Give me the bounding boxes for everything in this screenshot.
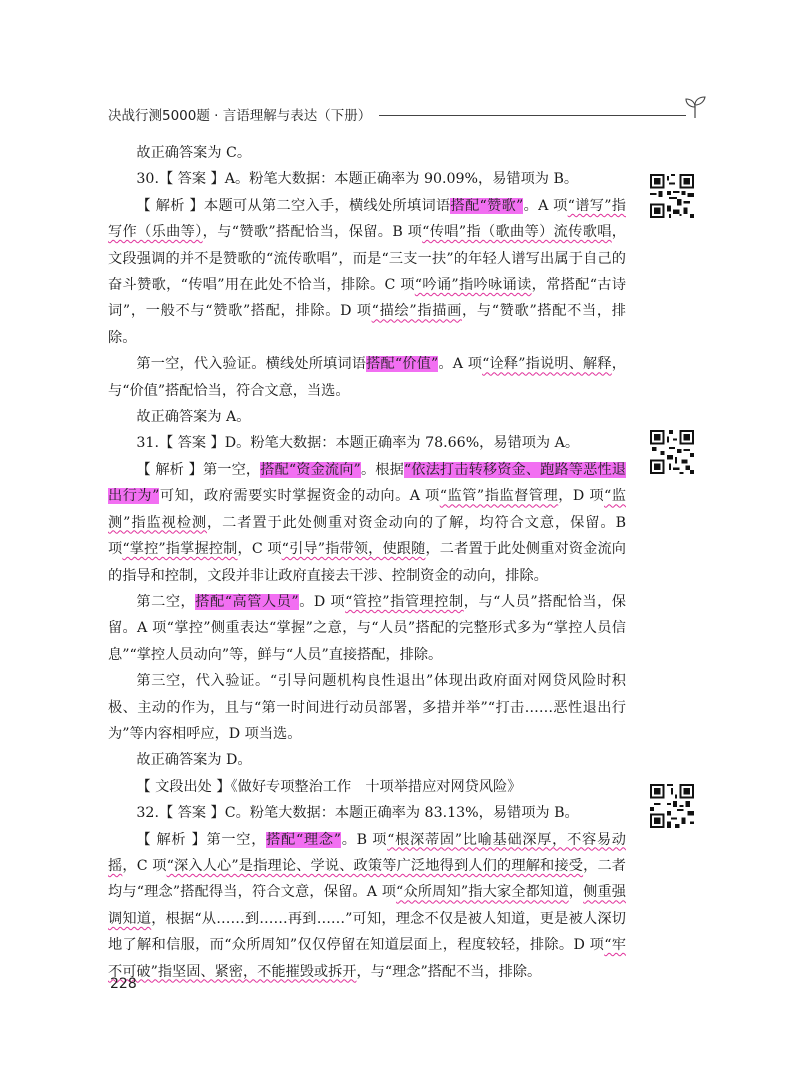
text-span: ，文段强调的并不是赞歌的“流传歌唱”，而是“三支一扶”的年轻人谱写出属于自己的奋斗赞歌，“传唱”用在此处不恰当，排除。C 项	[108, 224, 626, 294]
highlight: 搭配“资金流向”	[260, 461, 361, 478]
text-span: ，二者置于此处侧重对资金流向的指导和控制，文段并非让政府直接去干涉、控制资金的动向，排除。	[108, 541, 626, 584]
underline: “众所周知”指大家全都知道	[396, 884, 569, 901]
text-span: ，与“理念”搭配不当，排除。	[356, 963, 542, 980]
text-span: ，C 项	[122, 857, 167, 874]
analysis-paragraph	[108, 589, 626, 668]
running-header	[108, 102, 708, 126]
page-number: 228	[110, 976, 137, 992]
underline: “描绘”指描画	[371, 303, 462, 320]
answer-line: 31.【 答案 】D。粉笔大数据：本题正确率为 78.66%，易错项为 A。	[136, 435, 580, 452]
analysis-label: 【 解析 】	[136, 197, 205, 214]
text-span: ，C 项	[237, 541, 282, 558]
highlight: “依法打击转移资金、跑路等恶性退出行为”	[108, 461, 626, 505]
text-span: ，根据“从……到……再到……”可知，理念不仅是被人知道，更是被人深切地了解和信服，而“众所周知”仅仅停留在知道层面上，程度较轻，排除。D 项	[108, 910, 626, 954]
text-span: ，D 项	[558, 488, 605, 505]
text-span: 。A 项	[523, 197, 568, 214]
text-span: 第一空，	[206, 831, 267, 848]
text-span: ，与“赞歌”搭配恰当，保留。B 项	[202, 224, 423, 241]
text-span: 第二空，	[136, 593, 196, 610]
answer-label: 【 答案 】	[158, 805, 225, 822]
source-label: 【 文段出处 】	[136, 778, 231, 795]
answer-content	[108, 140, 626, 985]
highlight: 搭配“理念”	[266, 831, 341, 848]
text-span: 第一空，代入验证。横线处所填词语	[136, 356, 367, 373]
answer-line: 32.【 答案 】C。粉笔大数据：本题正确率为 83.13%，易错项为 B。	[136, 805, 579, 822]
analysis-paragraph	[108, 351, 626, 404]
analysis-label: 【 解析 】	[136, 461, 203, 478]
answer-text: C。粉笔大数据：本题正确率为 83.13%，易错项为 B。	[224, 805, 579, 822]
text-span: 可知，政府需要实时掌握资金的动向。A 项	[159, 488, 440, 505]
text-span: 。根据	[360, 461, 404, 478]
source-line	[108, 774, 626, 800]
text-span: ，与“价值”搭配恰当，符合文意，当选。	[108, 356, 626, 399]
qr-code-icon[interactable]	[650, 784, 694, 828]
paragraph: 故正确答案为 A。	[136, 409, 251, 426]
text-span: ，	[568, 884, 584, 901]
paragraph: 故正确答案为 C。	[136, 145, 252, 161]
text-span: ，与“赞歌”搭配不当，排除。	[108, 303, 626, 346]
analysis-paragraph	[108, 457, 626, 589]
underline: “根深蒂固”比喻基础深厚，不容易动摇	[108, 831, 626, 874]
underline: “监管”指监督管理	[439, 488, 559, 505]
underline: 侧重强调知道	[108, 884, 626, 927]
analysis-paragraph	[108, 193, 626, 351]
highlight: 搭配“高管人员”	[195, 593, 299, 610]
answer-label: 【 答案 】	[158, 171, 225, 188]
underline: “牢不可破”指坚固、紧密，不能摧毁或拆开	[108, 937, 626, 980]
underline: “监测”指监视检测	[108, 488, 626, 531]
qr-code-icon[interactable]	[650, 430, 694, 474]
analysis-label: 【 解析 】	[136, 831, 207, 848]
answer-line: 30.【 答案 】A。粉笔大数据：本题正确率为 90.09%，易错项为 B。	[136, 171, 579, 188]
underline: “吟诵”指吟咏诵读	[414, 277, 532, 294]
answer-text: A。粉笔大数据：本题正确率为 90.09%，易错项为 B。	[224, 171, 579, 188]
answer-label: 【 答案 】	[158, 435, 225, 452]
text-span: 本题可从第二空入手，横线处所填词语	[204, 197, 451, 214]
underline: “深入人心”是指理论、学说、政策等广泛地得到人们的理解和接受	[166, 857, 584, 874]
underline: “诠释”指说明、解释	[482, 356, 612, 373]
highlight: 搭配“价值”	[366, 356, 439, 373]
text-span: 第一空，	[202, 461, 261, 478]
underline: “传唱”指（歌曲等）流传歌唱	[422, 224, 612, 241]
text-span: ，常搭配“古诗词”，一般不与“赞歌”搭配，排除。D 项	[108, 277, 626, 320]
text-span: ，二者均与“理念”搭配得当，符合文意，保留。A 项	[108, 857, 626, 901]
underline: “引导”指带领，使跟随	[281, 541, 426, 558]
underline: “谱写”指写作（乐曲等）	[108, 197, 626, 241]
analysis-paragraph	[108, 827, 626, 985]
underline: “管控”指管理控制	[345, 593, 464, 610]
text-span: 。A 项	[438, 356, 483, 373]
sprout-icon	[682, 94, 708, 120]
answer-text: D。粉笔大数据：本题正确率为 78.66%，易错项为 A。	[224, 435, 580, 452]
underline: “掌控”指掌握控制	[122, 541, 238, 558]
source-text: 《做好专项整治工作 十项举措应对网贷风险》	[230, 778, 522, 795]
book-title: 决战行测5000题 · 言语理解与表达（下册）	[108, 104, 379, 124]
text-span: 。B 项	[340, 831, 388, 848]
text-span: ，与“人员”搭配恰当，保留。A 项“掌控”侧重表达“掌握”之意，与“人员”搭配的完整形式多为“掌控人员信息”“掌控人员动向”等，鲜与“人员”直接搭配，排除。	[108, 593, 626, 663]
paragraph: 第三空，代入验证。“引导问题机构良性退出”体现出政府面对网贷风险时积极、主动的作为，且与“第一时间进行动员部署，多措并举”“打击……恶性退出行为”等内容相呼应，D 项当选。	[108, 673, 626, 742]
paragraph: 故正确答案为 D。	[136, 752, 252, 769]
highlight: 搭配“赞歌”	[450, 197, 524, 214]
text-span: ，二者置于此处侧重对资金动向的了解，均符合文意，保留。B 项	[108, 514, 626, 558]
qr-code-icon[interactable]	[650, 174, 694, 218]
text-span: 。D 项	[298, 593, 346, 610]
